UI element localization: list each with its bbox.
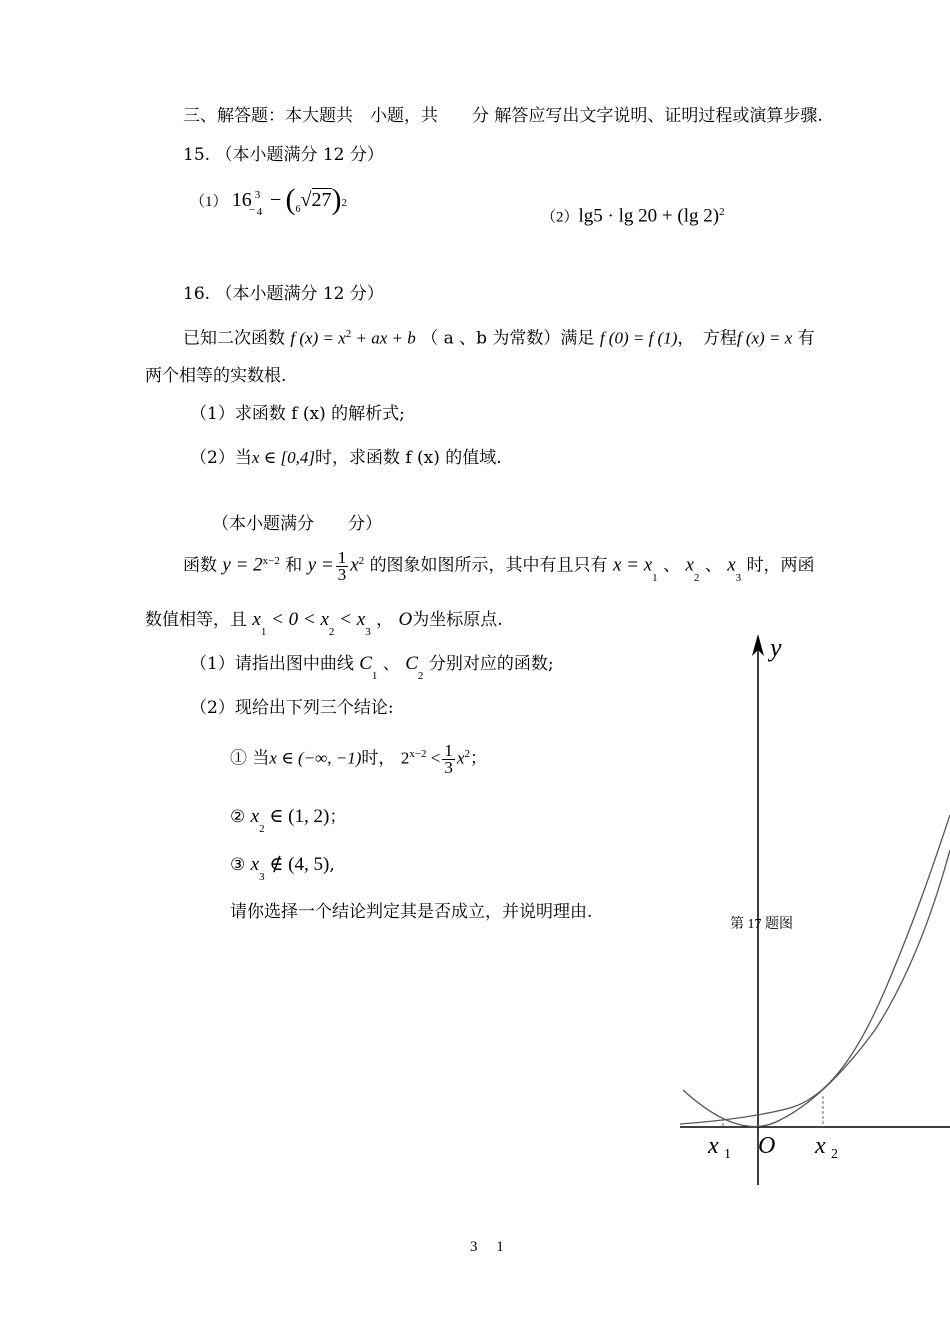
x1-label: x [708,1133,719,1159]
q17-part1-a: （1）请指出图中曲线 [190,654,354,674]
q17-line2-a: 数值相等，且 [145,610,247,630]
q17-c2-sub: 2 [259,823,265,835]
q17-conclusion-3 [230,853,335,883]
q17-ineq-mid2: < x [334,609,366,630]
q17-line2-b: ， [376,610,394,630]
q17-c3-sub: 3 [259,871,265,883]
q17-c1-b: 时， [361,748,396,769]
q17-f1-exp: x−2 [262,555,280,567]
q17-c1: C [359,653,372,674]
q17-c1-fraction [442,740,455,777]
q16-stmt-b: （ a 、b 为常数）满足 [421,328,595,349]
q17-figure [680,630,950,1190]
q17-f1: y = 2 [222,554,263,576]
q17-c1-num: 1 [444,740,453,760]
q17-c3-mark: ③ [230,855,246,875]
q16-func-rest: + ax + b [351,328,416,348]
q17-c1-end: ； [469,748,487,769]
section-heading: 三、解答题：本大题共 小题，共 分 解答应写出文字说明、证明过程或演算步骤. [183,106,823,126]
q15-part2 [541,200,725,230]
q15-right-paren: ) [331,183,342,216]
q17-x2: x [685,554,694,576]
q17-ineq-s1: 1 [260,626,267,638]
q17-f2-den: 3 [337,564,347,584]
q17-c1-lhs: 2 [400,748,410,768]
q15-root-index: 6 [295,204,301,215]
q16-cond: f (0) = f (1) [599,328,678,348]
q17-stmt-a: 函数 [183,555,217,576]
q16-part2-set: x ∈ [0,4] [251,448,315,467]
page-footer: 3 1 [470,1239,504,1255]
curve-c2 [683,850,950,1127]
x2-label-sub: 2 [831,1147,838,1162]
q17-and: 和 [285,555,303,576]
q17-stmt-b: 的图象如图所示，其中有且只有 [369,555,608,576]
q16-stmt-c: ， 方程 [677,328,737,349]
q17-stmt-c: 时，两函 [746,555,815,576]
x1-label-sub: 1 [724,1147,731,1162]
q16-statement [183,322,815,351]
q17-line2-c: 为坐标原点. [412,610,503,630]
q16-func-exp: 2 [345,328,352,340]
q17-f2-fraction [336,547,349,584]
figure-caption: 第 17 题图 [730,917,793,932]
q17-eq: x = x [612,554,653,576]
curve-c1 [680,815,950,1124]
q17-c2-var: x [250,806,260,827]
x2-label: x [815,1133,826,1159]
q17-c1-mark: ① [230,748,247,769]
q16-func: f (x) = x [290,328,346,348]
q15-radicand: 27 [311,189,332,211]
q17-eq-sub: 1 [652,571,658,584]
q16-part2-a: （2）当 [190,448,252,468]
q15-outer-exp: 2 [341,197,348,209]
q17-statement [183,549,815,589]
q17-c3-end: , [329,855,335,875]
q17-sep1: 、 [663,555,681,576]
q17-f2-exp: 2 [358,555,365,567]
q17-x3: x [727,554,736,576]
q16-part1: （1）求函数 f (x) 的解析式; [190,404,405,424]
q15-minus: − [270,189,282,211]
q15-part2-label: （2） [541,209,579,226]
q17-c2-set: ∈ (1, 2) [264,806,330,827]
axis-y-label: y [770,633,782,662]
q17-ineq-mid: < 0 < x [266,609,329,630]
q16-part2-b: 时，求函数 f (x) 的值域. [314,448,502,468]
q17-c1-a: 当 [252,748,270,769]
q17-statement-line2 [145,608,503,638]
q15-left-paren: ( [285,183,296,216]
q17-ineq-s3: 3 [365,626,371,638]
q16-statement-line2: 两个相等的实数根. [145,366,287,386]
q15-exp-den: 4 [256,206,263,218]
q17-c2: C [405,653,418,674]
q15-part1-label: （1） [190,194,228,210]
q17-c1-var: x [456,748,465,768]
q15-part1-base: 16 [231,189,252,211]
q17-c1-lhs-exp: x−2 [409,748,427,760]
q17-ineq-x1: x [252,609,261,630]
q16-stmt-d: 有 [797,328,815,349]
q17-c1-set: x ∈ (−∞, −1) [269,748,362,768]
q17-header: （本小题满分 分） [212,514,382,534]
q17-part1 [190,652,554,682]
q17-c1-sub: 1 [371,670,378,682]
q17-part2: （2）现给出下列三个结论: [190,698,394,718]
q17-f2-num: 1 [337,547,347,567]
origin-label: O [758,1133,776,1159]
q17-instruction: 请你选择一个结论判定其是否成立，并说明理由. [230,902,593,922]
q17-part1-b: 分别对应的函数; [428,654,554,674]
q17-f2-lhs: y = [307,554,334,576]
q16-part2 [190,446,502,470]
q17-conclusion-1 [230,742,487,784]
q15-exp-num: 3 [254,189,261,201]
q17-c1-den: 3 [444,757,453,777]
q16-eq: f (x) = x [736,328,793,348]
q16-stmt-a: 已知二次函数 [183,328,285,349]
q17-c3-set: ∉ (4, 5) [264,854,330,875]
q17-ineq-s2: 2 [328,626,335,638]
q17-x3-sub: 3 [735,571,742,584]
q17-c1-var-exp: 2 [464,748,470,760]
q15-radical-sign: √ [300,189,312,211]
q17-conclusion-2 [230,805,347,835]
q17-f2-var: x [350,554,359,576]
q17-x2-sub: 2 [693,571,700,584]
q15-part2-exp: 2 [719,206,725,218]
q17-c2-sub: 2 [417,670,424,682]
q16-header: 16. （本小题满分 12 分） [183,284,384,304]
q15-part2-expr: lg5 · lg 20 + (lg 2) [578,205,720,227]
q17-c2-end: ； [329,807,347,827]
q17-c1-lt: < [426,748,441,768]
q17-sep2: 、 [704,555,722,576]
q17-origin: O [398,609,413,630]
q17-part1-sep: 、 [382,654,400,674]
q17-c2-mark: ② [230,807,246,827]
q15-part1-exponent: 3 − 4 [252,188,266,218]
q15-part1 [190,183,348,228]
q17-c3-var: x [250,854,260,875]
q15-header: 15. （本小题满分 12 分） [183,145,384,165]
